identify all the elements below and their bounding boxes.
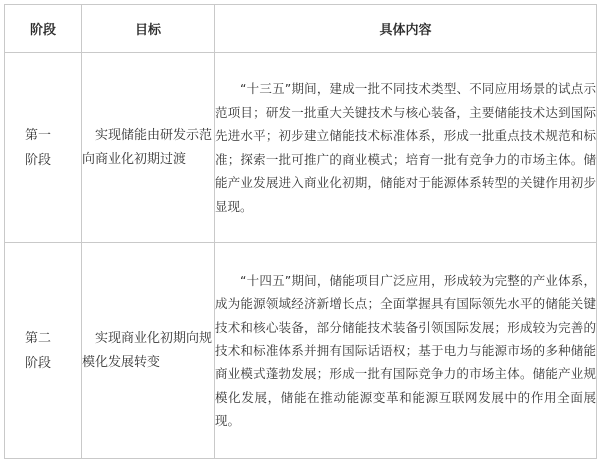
content-cell [215,53,597,243]
header-goal: 目标 [82,5,215,53]
goal-cell [82,243,215,459]
table-row [5,243,597,459]
content-text: “十四五”期间，储能项目广泛应用，形成较为完整的产业体系，成为能源领域经济新增长点；全面掌握具有国际领先水平的储能关键技术和核心装备，部分储能技术装备引领国际发展；形成较为完善的技术和标准体系并拥有国际话语权；基于电力与能源市场的多种储能商业模式蓬勃发展；形成一批有国际竞争力的市场主体。储能产业规模化发展，储能在推动能源变革和能源互联网发展中的作用全面展现。 [215,272,596,429]
header-content: 具体内容 [215,5,597,53]
goal-text: 实现商业化初期向规模化发展转变 [82,330,213,370]
stage-label: 第二阶段 [25,330,52,371]
content-text: “十三五”期间，建成一批不同技术类型、不同应用场景的试点示范项目；研发一批重大关键技术与核心装备，主要储能技术达到国际先进水平；初步建立储能技术标准体系，形成一批重点技术规范和标准；探索一批可推广的商业模式；培育一批有竞争力的市场主体。储能产业发展进入商业化初期，储能对于能源体系转型的关键作用初步显现。 [215,81,596,214]
table-row [5,53,597,243]
stage-cell [5,53,82,243]
table-header-row [5,5,597,53]
goal-cell [82,53,215,243]
content-cell [215,243,597,459]
header-stage: 阶段 [5,5,82,53]
stage-cell [5,243,82,459]
energy-storage-stage-table [4,4,597,459]
stage-label: 第一阶段 [25,127,52,168]
goal-text: 实现储能由研发示范向商业化初期过渡 [82,127,213,167]
